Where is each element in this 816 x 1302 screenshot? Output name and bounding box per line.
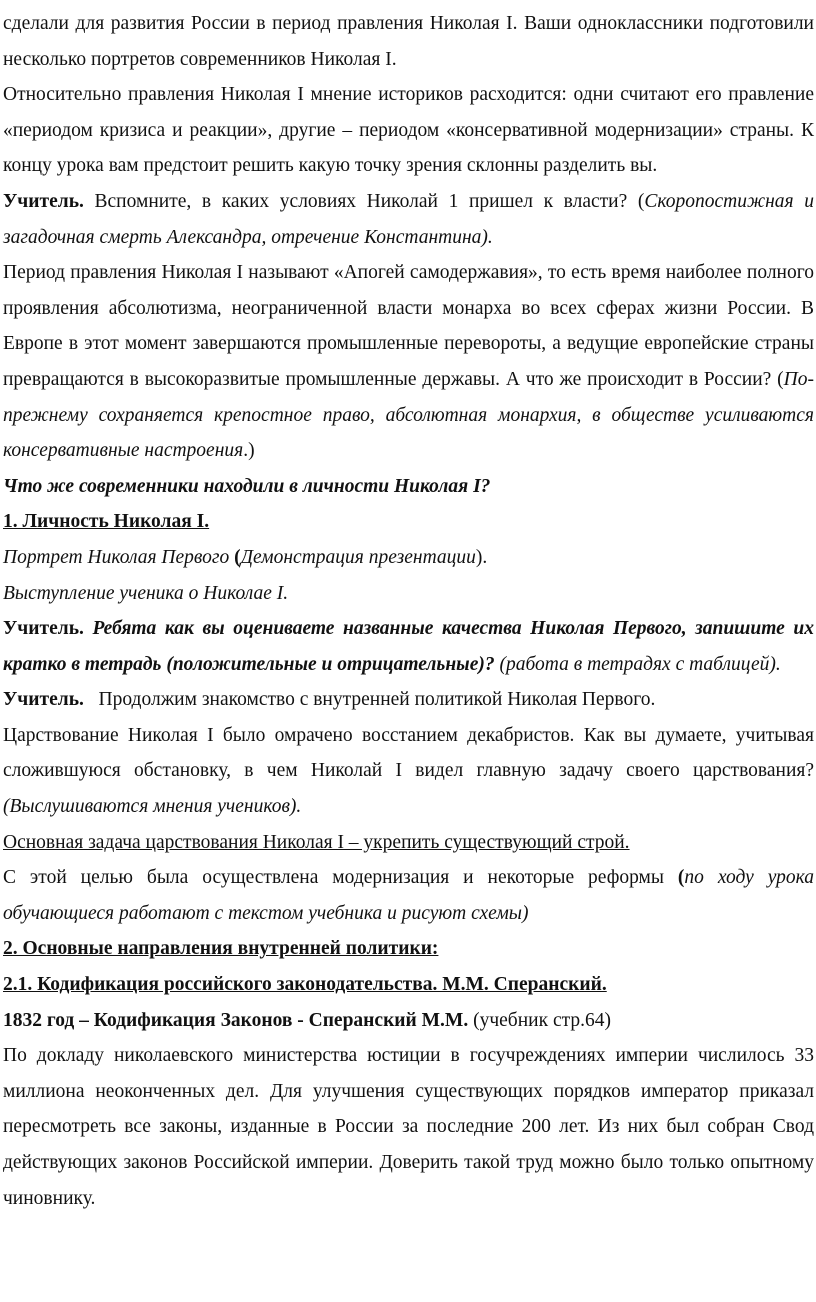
paragraph-decembrists	[3, 718, 814, 825]
apogee-text: Период правления Николая I называют «Апогей самодержавия», то есть время наиболее полного проявления абсолютизма, неограниченной власти монарха во всех сферах жизни России. В Европе в этот момент завершаются промышленные перевороты, а ведущие европейские страны превращаются в высокоразвитые промышленные державы. А что же происходит в России? (	[3, 262, 814, 390]
paragraph-student-speech: Выступление ученика о Николае I.	[3, 582, 289, 604]
modernization-text: С этой целью была осуществлена модернизация и некоторые реформы	[3, 867, 678, 889]
paragraph-historians-opinion: Относительно правления Николая I мнение историков расходится: одни считают его правление «периодом кризиса и реакции», другие – периодом «консервативной модернизации» страны. К концу урока вам предстоит решить какую точку зрения склонны разделить вы.	[3, 84, 814, 177]
paragraph-modernization	[3, 860, 814, 931]
portrait-label: Портрет Николая Первого	[3, 546, 230, 568]
textbook-reference: (учебник стр.64)	[468, 1009, 611, 1031]
decembrists-text: Царствование Николая I было омрачено восстанием декабристов. Как вы думаете, учитывая сложившуюся обстановку, в чем Николай I видел главную задачу своего царствования?	[3, 724, 814, 782]
teacher-label: Учитель.	[3, 618, 84, 640]
work-note: (работа в тетрадях с таблицей).	[494, 653, 781, 675]
students-opinions-note: (Выслушиваются мнения учеников).	[3, 796, 302, 818]
codification-title: 1832 год – Кодификация Законов - Сперанский М.М.	[3, 1009, 469, 1031]
section-heading-codification: 2.1. Кодификация российского законодательства. М.М. Сперанский.	[3, 974, 607, 996]
paragraph-intro-continuation: сделали для развития России в период правления Николая I. Ваши одноклассники подготовили несколько портретов современников Николая I.	[3, 13, 814, 70]
close-paren: ).	[475, 546, 488, 568]
section-heading-internal-policy: 2. Основные направления внутренней политики:	[3, 938, 439, 960]
teacher-label: Учитель.	[3, 190, 84, 212]
teacher-question-text: Ребята как вы оцениваете названные качества Николая Первого, запишите их кратко в тетрадь (положительные и отрицательные)?	[3, 618, 814, 675]
section-heading-personality: 1. Личность Николая I.	[3, 511, 210, 533]
paragraph-apogee-autocracy	[3, 255, 814, 469]
paragraph-justice-report: По докладу николаевского министерства юстиции в госучреждениях империи числилось 33 миллиона неоконченных дел. Для улучшения существующих порядков император приказал пересмотреть все законы, изданные в России за последние 200 лет. Из них был собран Свод действующих законов Российской империи. Доверить такой труд можно было только опытному чиновнику.	[3, 1045, 814, 1209]
open-paren: (	[229, 546, 241, 568]
teacher-question-text: Вспомните, в каких условиях Николай 1 пришел к власти? (	[83, 190, 645, 212]
paragraph-portrait	[3, 540, 814, 576]
expected-answer: Скоропостижная и загадочная смерть Александра, отречение Константина).	[3, 190, 814, 248]
teacher-label: Учитель.	[3, 689, 84, 711]
paragraph-teacher-question-1	[3, 184, 814, 255]
paragraph-main-task: Основная задача царствования Николая I – укрепить существующий строй.	[3, 831, 630, 853]
closing-paren: .)	[243, 440, 255, 462]
paragraph-teacher-question-2	[3, 611, 814, 682]
expected-answer: По-прежнему сохраняется крепостное право, абсолютная монархия, в обществе усиливаются консервативные настроения	[3, 368, 814, 462]
question-contemporaries: Что же современники находили в личности Николая I?	[3, 475, 491, 497]
presentation-note: Демонстрация презентации	[240, 546, 476, 568]
lesson-work-note: по ходу урока обучающиеся работают с текстом учебника и рисуют схемы)	[3, 867, 814, 924]
teacher-statement: Продолжим знакомство с внутренней политикой Николая Первого.	[83, 689, 656, 711]
paragraph-codification-date	[3, 1003, 814, 1039]
open-paren: (	[677, 867, 685, 889]
paragraph-teacher-continue	[3, 682, 814, 718]
